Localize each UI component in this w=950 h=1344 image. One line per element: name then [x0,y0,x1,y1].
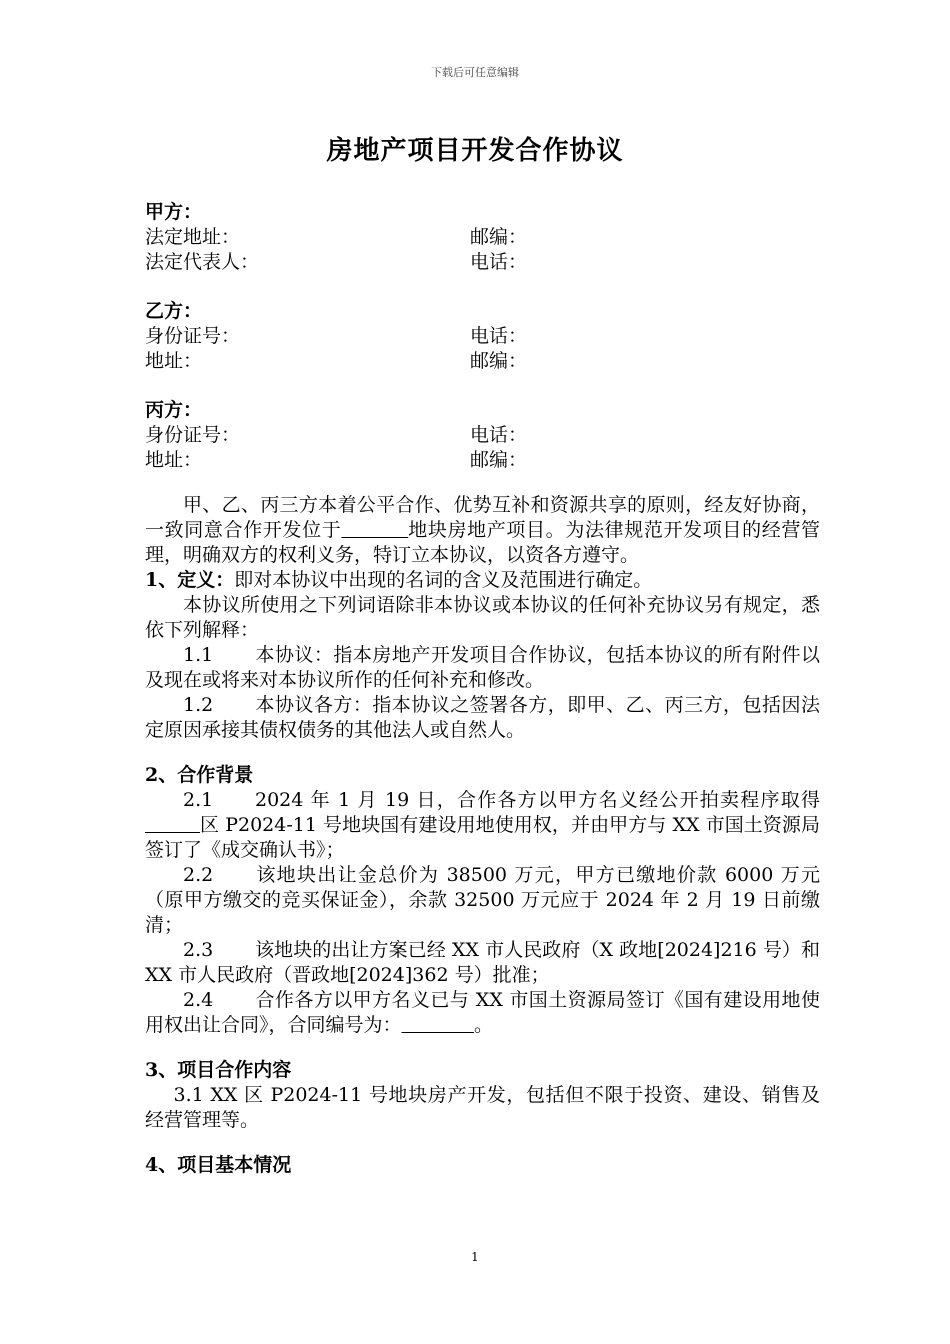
party-a-phone-label: 电话： [470,251,528,273]
clause-text: 本协议：指本房地产开发项目合作协议，包括本协议的所有附件以及现在或将来对本协议所作的任何补充和修改。 [145,644,820,691]
clause-text-end: 区 P2024-11 号地块国有建设用地使用权，并由甲方与 XX 市国土资源局签订了《成交确认书》； [145,814,820,861]
clause-2-2 [145,863,820,938]
intro-paragraph [145,493,820,568]
clause-text-end: 。 [474,1014,494,1036]
clause-number: 2.4 [183,989,214,1011]
party-b-phone-label: 电话： [470,325,528,347]
location-blank [341,519,408,541]
clause-1-2 [145,693,820,743]
clause-text: 2024 年 1 月 19 日，合作各方以甲方名义经公开拍卖程序取得 [255,789,820,811]
clause-1-1 [145,643,820,693]
section-1-paragraph: 本协议所使用之下列词语除非本协议或本协议的任何补充协议另有规定，悉依下列解释： [145,594,820,641]
section-1-description: 即对本协议中出现的名词的含义及范围进行确定。 [234,569,653,591]
clause-2-1 [145,788,820,863]
section-2-heading: 2、合作背景 [145,764,254,786]
party-c-row [145,423,820,448]
party-a-row [145,250,820,275]
party-c-address-label: 地址： [145,449,203,471]
party-b-row [145,324,820,349]
clause-2-3 [145,938,820,988]
document-title: 房地产项目开发合作协议 [326,136,624,166]
header-note: 下载后可任意编辑 [431,66,519,79]
party-a-postcode-label: 邮编： [470,226,528,248]
party-a-label: 甲方： [145,201,203,223]
party-b-block [145,299,820,374]
clause-text: XX 区 P2024-11 号地块房产开发，包括但不限于投资、建设、销售及经营管理等。 [145,1084,820,1131]
party-b-address-label: 地址： [145,350,203,372]
section-1-title: 1、定义： [145,569,235,591]
clause-2-4 [145,988,820,1038]
party-a-row [145,225,820,250]
party-b-id-label: 身份证号： [145,325,241,347]
party-b-label: 乙方： [145,300,203,322]
page-number: 1 [471,1250,479,1264]
party-b-postcode-label: 邮编： [470,350,528,372]
party-b-row [145,349,820,374]
clause-3-1 [145,1083,820,1133]
clause-text: 该地块的出让方案已经 XX 市人民政府（X 政地[2024]216 号）和 XX 市人民政府（晋政地[2024]362 号）批准； [145,939,820,986]
section-4-heading: 4、项目基本情况 [145,1154,292,1176]
party-c-postcode-label: 邮编： [470,449,528,471]
party-a-block [145,200,820,275]
clause-number: 1.2 [183,694,214,716]
clause-number: 2.3 [183,939,214,961]
district-blank [145,814,200,836]
party-c-id-label: 身份证号： [145,424,241,446]
intro-text: 甲、乙、丙三方本着公平合作、优势互补和资源共享的原则，经友好协商，一致同意合作开发位于 [145,494,820,541]
clause-text: 本协议各方：指本协议之签署各方，即甲、乙、丙三方，包括因法定原因承接其债权债务的其他法人或自然人。 [145,694,820,741]
party-c-row [145,448,820,473]
contract-number-blank [402,1014,474,1036]
party-c-label: 丙方： [145,399,203,421]
clause-text: 合作各方以甲方名义已与 XX 市国土资源局签订《国有建设用地使用权出让合同》，合同编号为： [145,989,820,1036]
section-1-heading [145,568,820,593]
clause-number: 2.1 [183,789,214,811]
party-c-block [145,398,820,473]
party-a-representative-label: 法定代表人： [145,251,260,273]
clause-number: 1.1 [183,644,214,666]
clause-text: 该地块出让金总价为 38500 万元，甲方已缴地价款 6000 万元（原甲方缴交的竞买保证金），余款 32500 万元应于 2024 年 2 月 19 日前缴清； [145,864,820,936]
clause-number: 2.2 [183,864,214,886]
intro-text-end: 地块房地产项目。为法律规范开发项目的经营管理，明确双方的权利义务，特订立本协议，以资各方遵守。 [145,519,820,566]
party-c-phone-label: 电话： [470,424,528,446]
document-body [145,200,820,1178]
section-3-heading: 3、项目合作内容 [145,1059,292,1081]
party-a-address-label: 法定地址： [145,226,241,248]
clause-number: 3.1 [173,1084,204,1106]
